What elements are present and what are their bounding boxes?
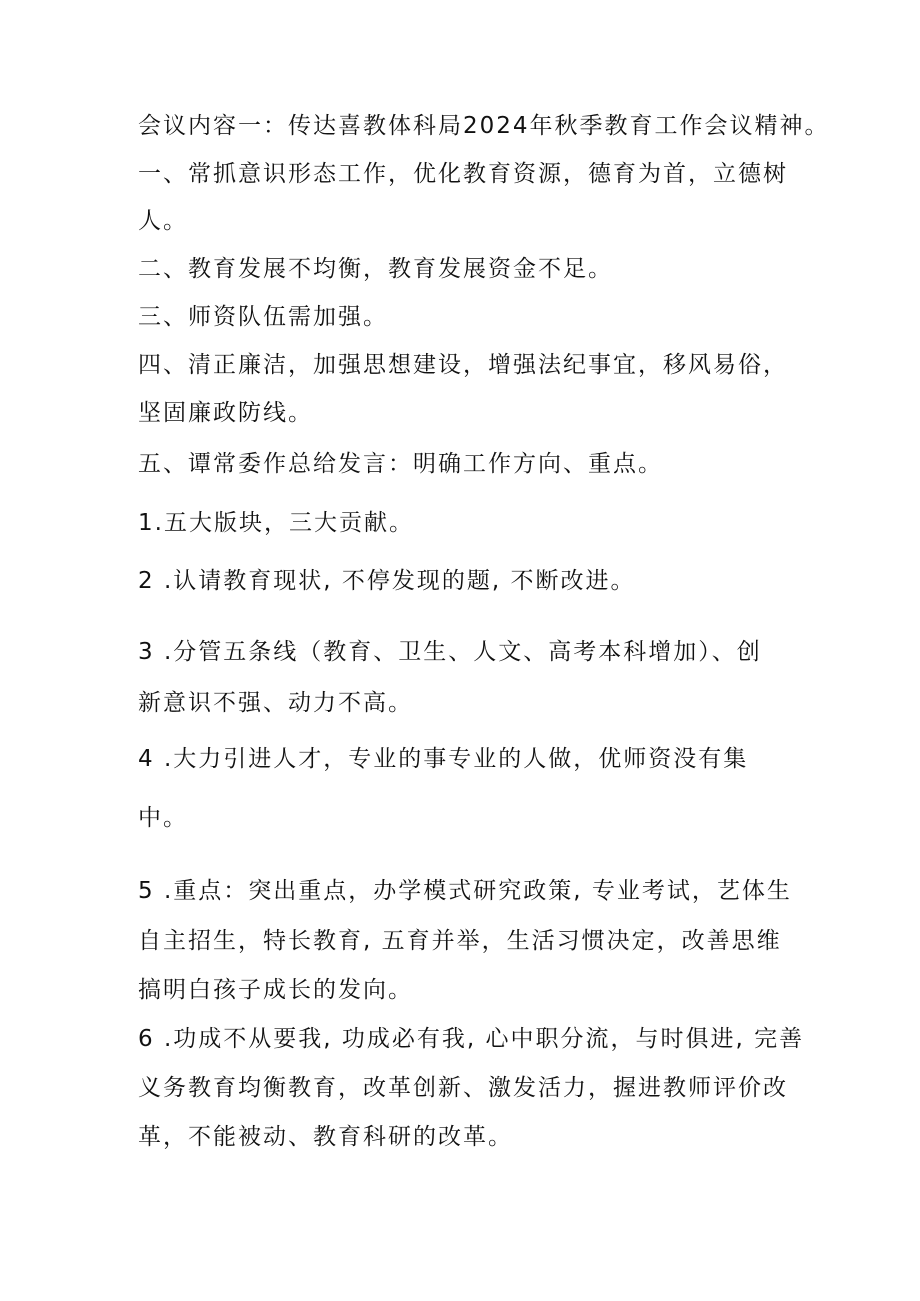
point-1: 1.五大版块，三大贡献。 xyxy=(138,510,414,536)
item-four-line-1: 四、清正廉洁，加强思想建设，增强法纪事宜，移风易俗， xyxy=(138,352,788,378)
point-6-line-3: 革，不能被动、教育科研的改革。 xyxy=(138,1124,513,1150)
point-4-line-1: 4 .大力引进人才，专业的事专业的人做，优师资没有集 xyxy=(138,746,749,772)
point-5-line-3: 搞明白孩子成长的发向。 xyxy=(138,977,413,1003)
item-one-line-2: 人。 xyxy=(138,208,188,234)
point-5-line-1: 5 .重点：突出重点，办学模式研究政策, 专业考试，艺体生 xyxy=(138,878,792,904)
point-2: 2 .认请教育现状, 不停发现的题, 不断改进。 xyxy=(138,568,636,594)
item-one-line-1: 一、常抓意识形态工作，优化教育资源，德育为首，立德树 xyxy=(138,161,788,187)
point-4-line-2: 中。 xyxy=(138,805,188,831)
point-6-line-1: 6 .功成不从要我, 功成必有我, 心中职分流，与时俱进, 完善 xyxy=(138,1026,805,1052)
point-5-line-2: 自主招生，特长教育, 五育并举，生活习惯决定，改善思维 xyxy=(138,928,782,954)
point-3-line-1: 3 .分管五条线（教育、卫生、人文、高考本科增加）、创 xyxy=(138,639,762,665)
item-four-line-2: 坚固廉政防线。 xyxy=(138,400,313,426)
item-two: 二、教育发展不均衡，教育发展资金不足。 xyxy=(138,256,613,282)
item-five: 五、谭常委作总给发言：明确工作方向、重点。 xyxy=(138,451,663,477)
point-3-line-2: 新意识不强、动力不高。 xyxy=(138,690,413,716)
item-three: 三、师资队伍需加强。 xyxy=(138,304,388,330)
meeting-content-heading: 会议内容一：传达喜教体科局2024年秋季教育工作会议精神。 xyxy=(138,113,830,139)
point-6-line-2: 义务教育均衡教育，改革创新、激发活力，握进教师评价改 xyxy=(138,1075,788,1101)
